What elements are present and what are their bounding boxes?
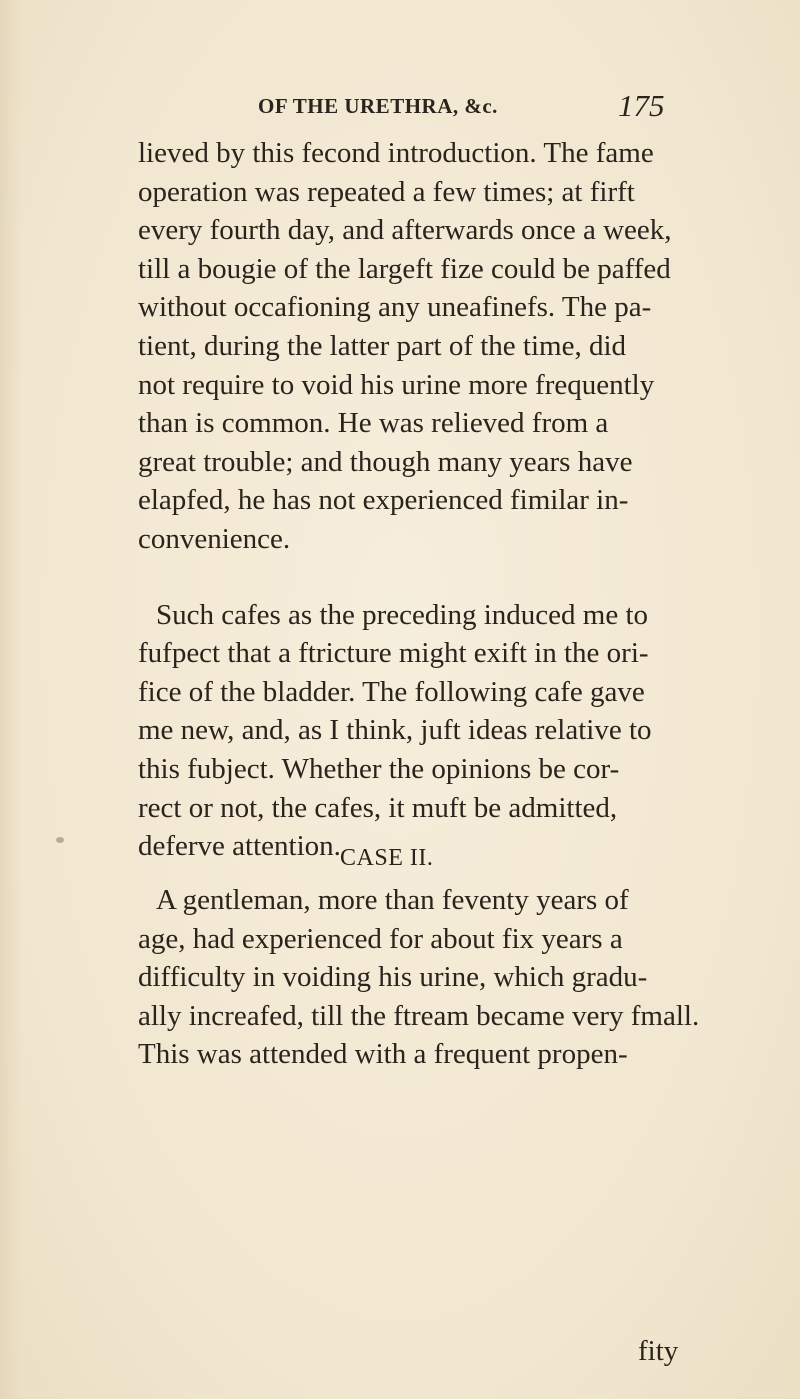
paragraph-1 [138, 134, 698, 559]
text-line: convenience. [138, 522, 291, 555]
text-line: me new, and, as I think, juft ideas relative to [138, 714, 652, 747]
text-line: every fourth day, and afterwards once a week, [138, 214, 672, 247]
text-line: this fubject. Whether the opinions be cor- [138, 752, 620, 785]
text-line: elapfed, he has not experienced fimilar in- [138, 484, 629, 517]
text-line: difficulty in voiding his urine, which gradu- [138, 961, 648, 994]
text-line: fufpect that a ftricture might exift in the ori- [138, 637, 649, 670]
case-heading: CASE II. [340, 845, 434, 871]
text-line: till a bougie of the largeft fize could be paffed [138, 252, 671, 285]
catchword: fity [638, 1335, 679, 1367]
text-line: operation was repeated a few times; at firft [138, 175, 635, 208]
text-line: A gentleman, more than feventy years of [156, 884, 629, 916]
text-line: fice of the bladder. The following cafe gave [138, 675, 645, 708]
page-number: 175 [618, 88, 665, 123]
page-gutter-shadow [0, 0, 22, 1399]
text-line: than is common. He was relieved from a [138, 407, 609, 440]
running-head: OF THE URETHRA, &c. [258, 94, 498, 118]
text-line: tient, during the latter part of the time, did [138, 329, 627, 362]
text-line: ally increafed, till the ftream became very fmall. [138, 999, 700, 1032]
body-text-continued [138, 881, 698, 1074]
text-line: not require to void his urine more frequently [138, 368, 655, 401]
text-line: great trouble; and though many years have [138, 445, 633, 478]
text-line: without occafioning any uneafinefs. The pa- [138, 291, 652, 324]
text-line: rect or not, the cafes, it muft be admitted, [138, 791, 618, 824]
text-line: age, had experienced for about fix years a [138, 922, 623, 955]
paragraph-3 [138, 881, 698, 1074]
ink-speck [56, 837, 64, 843]
text-line: lieved by this fecond introduction. The fame [138, 137, 654, 169]
paragraph-2 [138, 596, 698, 866]
text-line: Such cafes as the preceding induced me to [156, 598, 649, 631]
text-line: deferve attention. [138, 830, 341, 863]
body-text [138, 134, 698, 866]
text-line: This was attended with a frequent propen- [138, 1038, 628, 1071]
page-header [258, 88, 698, 128]
